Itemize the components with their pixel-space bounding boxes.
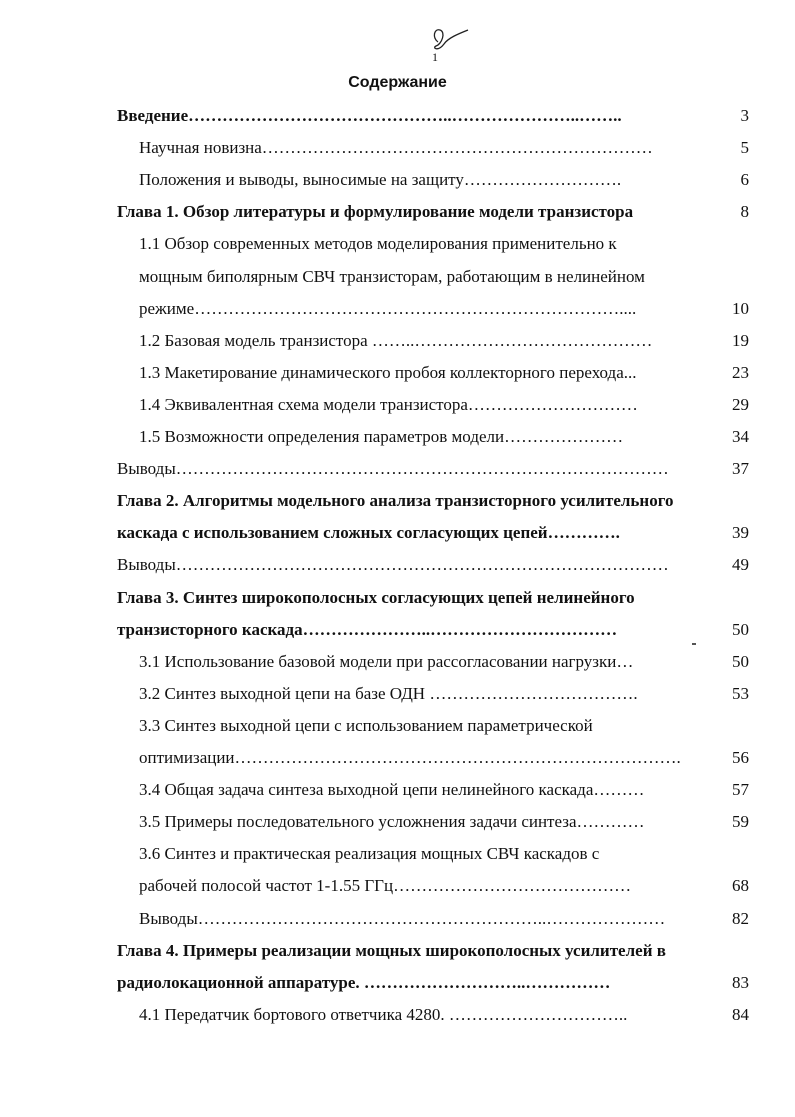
toc-entry-title: 3.3 Синтез выходной цепи с использованием параметрической bbox=[139, 716, 593, 735]
toc-entry-page: 37 bbox=[732, 459, 749, 478]
toc-entry bbox=[0, 710, 795, 742]
toc-entry-title: 1.5 Возможности определения параметров модели………………… bbox=[139, 427, 624, 446]
toc-entry-title: транзисторного каскада…………………..…………………………… bbox=[117, 620, 618, 639]
toc-entry-title: 3.4 Общая задача синтеза выходной цепи нелинейного каскада……… bbox=[139, 780, 645, 799]
toc-entry bbox=[0, 646, 795, 678]
toc-entry bbox=[0, 132, 795, 164]
toc-entry-page: 19 bbox=[732, 331, 749, 350]
toc-entry-page: 50 bbox=[732, 652, 749, 671]
toc-entry-page: 3 bbox=[740, 106, 749, 125]
toc-entry bbox=[0, 614, 795, 646]
toc-entry-title: 3.2 Синтез выходной цепи на базе ОДН ………………………………. bbox=[139, 684, 638, 703]
toc-entry bbox=[0, 935, 795, 967]
toc-entry bbox=[0, 678, 795, 710]
toc-entry bbox=[0, 100, 795, 132]
toc-entry-title: режиме………………………………………………………………….... bbox=[139, 299, 637, 318]
toc-entry bbox=[0, 228, 795, 260]
stray-mark bbox=[692, 643, 696, 645]
toc-entry-page: 23 bbox=[732, 363, 749, 382]
toc-entry-title: Введение………………………………………..…………………..…….. bbox=[117, 106, 622, 125]
toc-entry-title: 4.1 Передатчик бортового ответчика 4280. ………………………….. bbox=[139, 1005, 628, 1024]
toc-entry bbox=[0, 357, 795, 389]
toc-entry bbox=[0, 293, 795, 325]
toc-entry bbox=[0, 967, 795, 999]
toc-entry bbox=[0, 485, 795, 517]
toc-entry-page: 6 bbox=[740, 170, 749, 189]
toc-entry bbox=[0, 806, 795, 838]
toc-entry bbox=[0, 903, 795, 935]
toc-entry bbox=[0, 999, 795, 1031]
toc-entry bbox=[0, 549, 795, 581]
toc-entry-page: 8 bbox=[740, 202, 749, 221]
toc-entry-page: 10 bbox=[732, 299, 749, 318]
toc-entry-title: 1.1 Обзор современных методов моделирования применительно к bbox=[139, 234, 617, 253]
toc-entry bbox=[0, 196, 795, 228]
toc-entry bbox=[0, 421, 795, 453]
toc-entry-page: 56 bbox=[732, 748, 749, 767]
toc-entry-page: 57 bbox=[732, 780, 749, 799]
toc-entry bbox=[0, 742, 795, 774]
toc-entry-title: радиолокационной аппаратуре. ………………………..…………… bbox=[117, 973, 611, 992]
toc-entry-page: 68 bbox=[732, 876, 749, 895]
toc-entry-page: 39 bbox=[732, 523, 749, 542]
toc-entry-title: Глава 1. Обзор литературы и формулирование модели транзистора bbox=[117, 202, 634, 221]
toc-entry-page: 29 bbox=[732, 395, 749, 414]
toc-entry-title: Выводы…………………………………………………………………………… bbox=[117, 555, 669, 574]
toc-entry-title: Глава 4. Примеры реализации мощных широкополосных усилителей в bbox=[117, 941, 666, 960]
toc-entry-title: каскада с использованием сложных согласующих цепей…………. bbox=[117, 523, 620, 542]
toc-entry bbox=[0, 325, 795, 357]
toc-entry-title: мощным биполярным СВЧ транзисторам, работающим в нелинейном bbox=[139, 267, 645, 286]
toc-entry-page: 5 bbox=[740, 138, 749, 157]
toc-entry-title: оптимизации……………………………………………………………………. bbox=[139, 748, 681, 767]
toc-entry-title: Положения и выводы, выносимые на защиту………………………. bbox=[139, 170, 622, 189]
toc-entry-page: 82 bbox=[732, 909, 749, 928]
toc-entry-title: рабочей полосой частот 1-1.55 ГГц…………………………………… bbox=[139, 876, 632, 895]
toc-entry-title: 3.1 Использование базовой модели при рассогласовании нагрузки… bbox=[139, 652, 634, 671]
toc-entry-title: 1.2 Базовая модель транзистора ……..…………………………………… bbox=[139, 331, 653, 350]
toc-entry-page: 50 bbox=[732, 620, 749, 639]
toc-entry bbox=[0, 582, 795, 614]
toc-entry-page: 49 bbox=[732, 555, 749, 574]
toc-entry-title: Выводы…………………………………………………………………………… bbox=[117, 459, 669, 478]
toc-entry bbox=[0, 261, 795, 293]
toc-entry-title: Научная новизна…………………………………………………………… bbox=[139, 138, 653, 157]
toc-entry-page: 53 bbox=[732, 684, 749, 703]
toc-entry bbox=[0, 870, 795, 902]
toc-entry-title: 1.4 Эквивалентная схема модели транзистора………………………… bbox=[139, 395, 638, 414]
toc-entry-title: Глава 2. Алгоритмы модельного анализа транзисторного усилительного bbox=[117, 491, 674, 510]
toc-entry bbox=[0, 164, 795, 196]
toc-entry-page: 84 bbox=[732, 1005, 749, 1024]
toc-entry-title: 3.6 Синтез и практическая реализация мощных СВЧ каскадов с bbox=[139, 844, 600, 863]
toc-entry bbox=[0, 838, 795, 870]
toc-entry bbox=[0, 774, 795, 806]
toc-entry-page: 83 bbox=[732, 973, 749, 992]
toc-entry-page: 59 bbox=[732, 812, 749, 831]
toc-entry bbox=[0, 389, 795, 421]
toc-entry-title: Глава 3. Синтез широкополосных согласующих цепей нелинейного bbox=[117, 588, 635, 607]
toc-entry-title: Выводы……………………………………………………..………………… bbox=[139, 909, 666, 928]
page-number: 1 bbox=[432, 50, 438, 64]
toc-entry bbox=[0, 517, 795, 549]
page-title: Содержание bbox=[348, 74, 447, 91]
toc-entry bbox=[0, 453, 795, 485]
toc-entry-title: 1.3 Макетирование динамического пробоя коллекторного перехода... bbox=[139, 363, 637, 382]
toc-entry-page: 34 bbox=[732, 427, 749, 446]
toc-entry-title: 3.5 Примеры последовательного усложнения задачи синтеза………… bbox=[139, 812, 645, 831]
